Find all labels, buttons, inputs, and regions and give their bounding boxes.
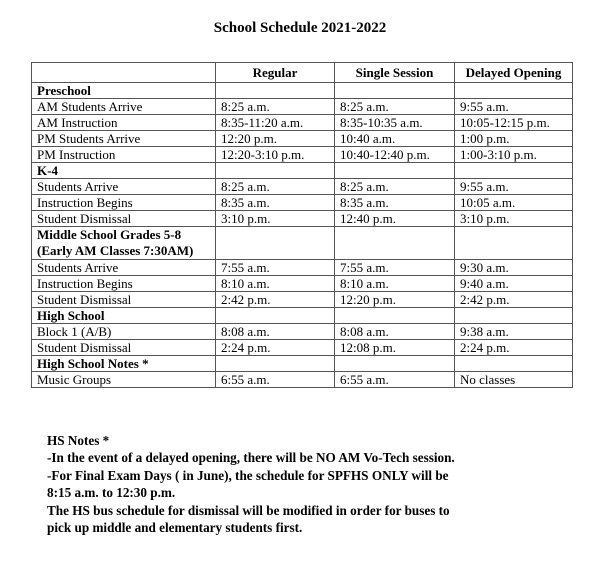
time-cell-regular: 2:24 p.m. bbox=[216, 340, 335, 356]
time-cell-delayed: 2:42 p.m. bbox=[455, 292, 573, 308]
row-label: Instruction Begins bbox=[32, 195, 216, 211]
table-row bbox=[32, 292, 573, 308]
notes-line: The HS bus schedule for dismissal will be modified in order for buses to bbox=[47, 502, 450, 518]
header-row bbox=[32, 63, 573, 83]
time-cell-delayed: 1:00-3:10 p.m. bbox=[455, 147, 573, 163]
schedule-body bbox=[32, 83, 573, 388]
row-label: Instruction Begins bbox=[32, 276, 216, 292]
time-cell-regular: 7:55 a.m. bbox=[216, 260, 335, 276]
time-cell-single: 10:40 a.m. bbox=[335, 131, 455, 147]
table-row bbox=[32, 195, 573, 211]
time-cell-delayed: 9:55 a.m. bbox=[455, 179, 573, 195]
section-title bbox=[32, 83, 216, 99]
time-cell-regular: 8:10 a.m. bbox=[216, 276, 335, 292]
time-cell-delayed: 9:55 a.m. bbox=[455, 99, 573, 115]
hs-notes bbox=[47, 432, 567, 536]
section-header-row bbox=[32, 163, 573, 179]
section-title bbox=[32, 308, 216, 324]
section-header-row bbox=[32, 356, 573, 372]
time-cell-delayed: 2:24 p.m. bbox=[455, 340, 573, 356]
section-header-row bbox=[32, 227, 573, 260]
time-cell-single: 12:20 p.m. bbox=[335, 292, 455, 308]
section-subtitle-text: (Early AM Classes 7:30AM) bbox=[37, 243, 194, 258]
empty-cell bbox=[335, 227, 455, 260]
empty-cell bbox=[216, 83, 335, 99]
empty-cell bbox=[335, 356, 455, 372]
time-cell-regular: 8:35 a.m. bbox=[216, 195, 335, 211]
row-label: AM Instruction bbox=[32, 115, 216, 131]
empty-cell bbox=[216, 308, 335, 324]
row-label: AM Students Arrive bbox=[32, 99, 216, 115]
section-title bbox=[32, 227, 216, 260]
notes-heading: HS Notes * bbox=[47, 433, 110, 448]
empty-cell bbox=[335, 83, 455, 99]
time-cell-regular: 2:42 p.m. bbox=[216, 292, 335, 308]
time-cell-single: 8:25 a.m. bbox=[335, 99, 455, 115]
time-cell-delayed: 10:05-12:15 p.m. bbox=[455, 115, 573, 131]
header-delayed-opening: Delayed Opening bbox=[455, 63, 573, 83]
empty-cell bbox=[455, 163, 573, 179]
empty-cell bbox=[455, 227, 573, 260]
time-cell-regular: 8:25 a.m. bbox=[216, 99, 335, 115]
time-cell-single: 12:40 p.m. bbox=[335, 211, 455, 227]
row-label: Student Dismissal bbox=[32, 292, 216, 308]
empty-cell bbox=[455, 83, 573, 99]
time-cell-delayed: 1:00 p.m. bbox=[455, 131, 573, 147]
row-label: Music Groups bbox=[32, 372, 216, 388]
empty-cell bbox=[216, 227, 335, 260]
time-cell-single: 8:08 a.m. bbox=[335, 324, 455, 340]
time-cell-single: 8:10 a.m. bbox=[335, 276, 455, 292]
empty-cell bbox=[216, 163, 335, 179]
row-label: Students Arrive bbox=[32, 179, 216, 195]
table-row bbox=[32, 372, 573, 388]
notes-line: 8:15 a.m. to 12:30 p.m. bbox=[47, 485, 176, 501]
time-cell-regular: 8:35-11:20 a.m. bbox=[216, 115, 335, 131]
time-cell-delayed: 9:38 a.m. bbox=[455, 324, 573, 340]
empty-cell bbox=[455, 356, 573, 372]
time-cell-delayed: 3:10 p.m. bbox=[455, 211, 573, 227]
time-cell-regular: 12:20 p.m. bbox=[216, 131, 335, 147]
table-row bbox=[32, 211, 573, 227]
time-cell-single: 12:08 p.m. bbox=[335, 340, 455, 356]
row-label: PM Students Arrive bbox=[32, 131, 216, 147]
page-title: School Schedule 2021-2022 bbox=[213, 20, 387, 36]
time-cell-delayed: 9:30 a.m. bbox=[455, 260, 573, 276]
row-label: Block 1 (A/B) bbox=[32, 324, 216, 340]
section-header-row bbox=[32, 308, 573, 324]
header-blank bbox=[32, 63, 216, 83]
time-cell-delayed: No classes bbox=[455, 372, 573, 388]
time-cell-regular: 12:20-3:10 p.m. bbox=[216, 147, 335, 163]
time-cell-single: 8:35 a.m. bbox=[335, 195, 455, 211]
row-label: Students Arrive bbox=[32, 260, 216, 276]
time-cell-single: 8:25 a.m. bbox=[335, 179, 455, 195]
time-cell-single: 7:55 a.m. bbox=[335, 260, 455, 276]
time-cell-single: 8:35-10:35 a.m. bbox=[335, 115, 455, 131]
time-cell-regular: 6:55 a.m. bbox=[216, 372, 335, 388]
section-title-text: Middle School Grades 5-8 bbox=[37, 227, 182, 242]
schedule-table bbox=[31, 62, 573, 388]
empty-cell bbox=[455, 308, 573, 324]
section-title bbox=[32, 356, 216, 372]
row-label: PM Instruction bbox=[32, 147, 216, 163]
table-row bbox=[32, 340, 573, 356]
time-cell-regular: 3:10 p.m. bbox=[216, 211, 335, 227]
time-cell-delayed: 9:40 a.m. bbox=[455, 276, 573, 292]
section-title-text: High School bbox=[37, 308, 105, 323]
header-single-session: Single Session bbox=[335, 63, 455, 83]
table-row bbox=[32, 131, 573, 147]
time-cell-single: 6:55 a.m. bbox=[335, 372, 455, 388]
table-row bbox=[32, 324, 573, 340]
section-header-row bbox=[32, 83, 573, 99]
section-title-text: Preschool bbox=[37, 83, 91, 98]
table-row bbox=[32, 115, 573, 131]
row-label: Student Dismissal bbox=[32, 211, 216, 227]
time-cell-regular: 8:25 a.m. bbox=[216, 179, 335, 195]
section-title bbox=[32, 163, 216, 179]
empty-cell bbox=[335, 163, 455, 179]
row-label: Student Dismissal bbox=[32, 340, 216, 356]
table-row bbox=[32, 179, 573, 195]
table-row bbox=[32, 99, 573, 115]
time-cell-delayed: 10:05 a.m. bbox=[455, 195, 573, 211]
header-regular: Regular bbox=[216, 63, 335, 83]
empty-cell bbox=[216, 356, 335, 372]
notes-line: -In the event of a delayed opening, there will be NO AM Vo-Tech session. bbox=[47, 450, 455, 466]
notes-line: -For Final Exam Days ( in June), the schedule for SPFHS ONLY will be bbox=[47, 467, 449, 483]
table-row bbox=[32, 260, 573, 276]
empty-cell bbox=[335, 308, 455, 324]
section-title-text: High School Notes * bbox=[37, 356, 149, 371]
time-cell-regular: 8:08 a.m. bbox=[216, 324, 335, 340]
notes-line: pick up middle and elementary students first. bbox=[47, 520, 303, 536]
section-title-text: K-4 bbox=[37, 163, 58, 178]
table-row bbox=[32, 147, 573, 163]
table-row bbox=[32, 276, 573, 292]
time-cell-single: 10:40-12:40 p.m. bbox=[335, 147, 455, 163]
